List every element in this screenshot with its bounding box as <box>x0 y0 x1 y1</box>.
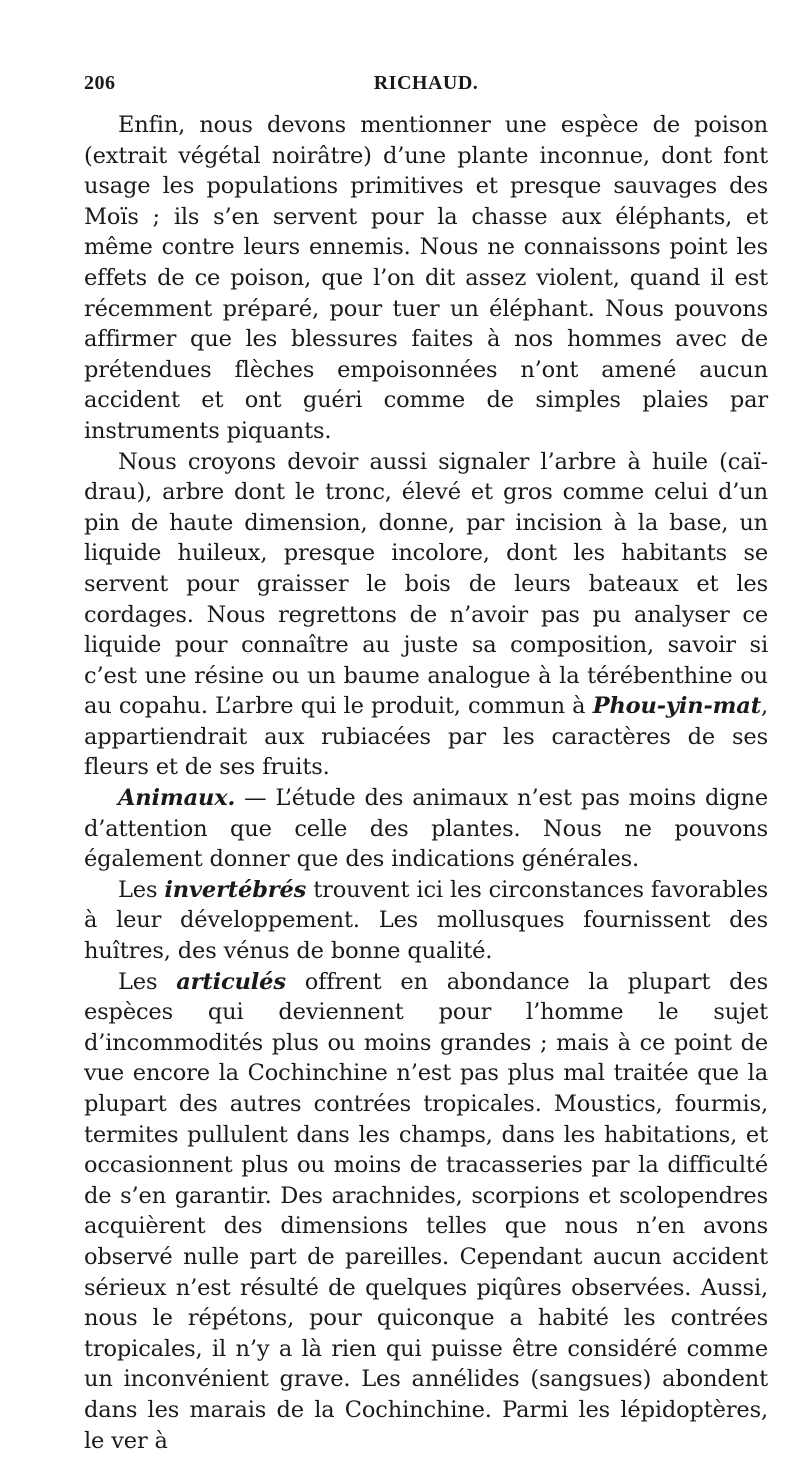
italic-term: invertébrés <box>164 876 307 903</box>
paragraph-text: Les <box>118 876 165 903</box>
paragraph-oil-tree <box>84 447 768 784</box>
paragraph-text: Les <box>118 968 177 995</box>
paragraph-text: , appartiendrait aux rubiacées par les caractères de ses fleurs et de ses fruits. <box>84 693 768 781</box>
paragraph-articules <box>84 967 768 1457</box>
paragraph-poison <box>84 110 768 447</box>
paragraph-text: Nous croyons devoir aussi signaler l’arbre à huile (caï-drau), arbre dont le tronc, élevé et gros comme celui d’un pin de haute dimension, donne, par incision à la base, un liquide huileux, presque incolore, dont les habitants se servent pour graisser le bois de leurs bateaux et les cordages. Nous regrettons de n’avoir pas pu analyser ce liquide pour connaître au juste sa composition, savoir si c’est une résine ou un baume analogue à la térébenthine ou au copahu. L’arbre qui le produit, commun à <box>84 448 768 720</box>
italic-term: Phou-yin-mat <box>592 693 761 720</box>
italic-term: articulés <box>176 968 286 995</box>
paragraph-invertebres <box>84 875 768 967</box>
paragraph-text: Enfin, nous devons mentionner une espèce de poison (extrait végétal noirâtre) d’une plante inconnue, dont font usage les populations primitives et presque sauvages des Moïs ; ils s’en servent pour la chasse aux éléphants, et même contre leurs ennemis. Nous ne connaissons point les effets de ce poison, que l’on dit assez violent, quand il est récemment préparé, pour tuer un éléphant. Nous pouvons affirmer que les blessures faites à nos hommes avec de prétendues flèches empoisonnées n’ont amené aucun accident et ont guéri comme de simples plaies par instruments piquants. <box>84 112 768 444</box>
paragraph-text: — L’étude des animaux n’est pas moins digne d’attention que celle des plantes. Nous ne pouvons également donner que des indications générales. <box>84 785 768 873</box>
running-title: RICHAUD. <box>373 72 479 94</box>
page-number: 206 <box>84 72 116 94</box>
body-text <box>84 110 768 1456</box>
paragraph-animaux <box>84 783 768 875</box>
paragraph-text: offrent en abondance la plupart des espèces qui deviennent pour l’homme le sujet d’incommodités plus ou moins grandes ; mais à ce point de vue encore la Cochinchine n’est pas plus mal traitée que la plupart des autres contrées tropicales. Moustics, fourmis, termites pullulent dans les champs, dans les habitations, et occasionnent plus ou moins de tracasseries par la difficulté de s’en garantir. Des arachnides, scorpions et scolopendres acquièrent des dimensions telles que nous n’en avons observé nulle part de pareilles. Cependant aucun accident sérieux n’est résulté de quelques piqûres observées. Aussi, nous le répétons, pour quiconque a habité les contrées tropicales, il n’y a là rien qui puisse être considéré comme un inconvénient grave. Les annélides (sangsues) abondent dans les marais de la Cochinchine. Parmi les lépidoptères, le ver à <box>84 968 768 1454</box>
section-heading: Animaux. <box>118 785 236 812</box>
running-head <box>84 72 768 98</box>
paragraph-text: trouvent ici les circonstances favorables à leur développement. Les mollusques fournissent des huîtres, des vénus de bonne qualité. <box>84 876 768 965</box>
